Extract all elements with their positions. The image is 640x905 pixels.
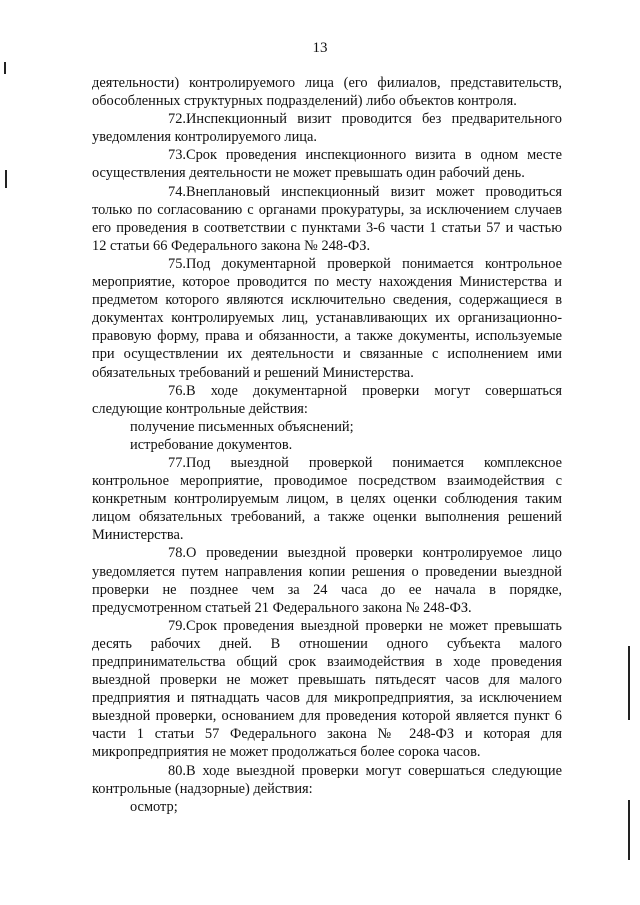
paragraph-continued: деятельности) контролируемого лица (его филиалов, представительств, обособленных структурных подразделений) либо объектов контроля. <box>92 75 562 110</box>
scan-mark-left-2 <box>5 170 7 188</box>
paragraph-75 <box>92 255 562 382</box>
paragraph-text: Внеплановый инспекционный визит может проводиться только по согласованию с органами прокуратуры, за исключением случаев его проведения в соответствии с пунктами 3-6 части 1 статьи 57 и частью 12 статьи 66 Федерального закона № 248-ФЗ. <box>92 183 562 254</box>
paragraph-74 <box>92 183 562 255</box>
paragraph-number: 76. <box>168 382 186 399</box>
paragraph-text: Срок проведения инспекционного визита в одном месте осуществления деятельности не может превышать один рабочий день. <box>92 147 562 182</box>
paragraph-number: 73. <box>168 147 186 164</box>
paragraph-text: В ходе документарной проверки могут совершаться следующие контрольные действия: <box>92 382 562 417</box>
page-number: 13 <box>312 40 328 56</box>
scan-mark-right-2 <box>628 800 630 860</box>
paragraph-80 <box>92 762 562 798</box>
paragraph-number: 74. <box>168 183 186 200</box>
list-item: осмотр; <box>130 798 178 815</box>
paragraph-number: 75. <box>168 255 186 272</box>
scan-mark-right <box>628 646 630 720</box>
paragraph-text: Инспекционный визит проводится без предварительного уведомления контролируемого лица. <box>92 111 562 146</box>
paragraph-number: 72. <box>168 111 186 128</box>
paragraph-73 <box>92 146 562 182</box>
paragraph-text: В ходе выездной проверки могут совершаться следующие контрольные (надзорные) действия: <box>92 762 562 797</box>
paragraph-text: Срок проведения выездной проверки не может превышать десять рабочих дней. В отношении одного субъекта малого предпринимательства общий срок взаимодействия в ходе проведения выездной проверки не может превышать пятьдесят часов для малого предприятия и пятнадцать часов для микропредприятия, за исключением выездной проверки, основанием для проведения которой является пункт 6 части 1 статьи 57 Федерального закона № 248-ФЗ и которая для микропредприятия не может продолжаться более сорока часов. <box>92 617 562 761</box>
document-body <box>92 74 562 816</box>
paragraph-text: О проведении выездной проверки контролируемое лицо уведомляется путем направления копии решения о проведении выездной проверки не позднее чем за 24 часа до ее начала в порядке, предусмотренном статьей 21 Федерального закона № 248-ФЗ. <box>92 545 562 616</box>
list-item: получение письменных объяснений; <box>130 418 354 435</box>
list-item: истребование документов. <box>130 436 293 453</box>
scan-mark-left-1 <box>4 62 6 74</box>
paragraph-77 <box>92 454 562 544</box>
paragraph-text: Под документарной проверкой понимается контрольное мероприятие, которое проводится по месту нахождения Министерства и предметом которого являются исключительно сведения, содержащиеся в документах контролируемых лиц, устанавливающих их организационно-правовую форму, права и обязанности, а также документы, используемые при осуществлении их деятельности и связанные с исполнением ими обязательных требований и решений Министерства. <box>92 255 562 381</box>
paragraph-number: 79. <box>168 617 186 634</box>
paragraph-76 <box>92 382 562 418</box>
paragraph-text: Под выездной проверкой понимается комплексное контрольное мероприятие, проводимое посредством взаимодействия с конкретным контролируемым лицом, в целях оценки соблюдения таким лицом обязательных требований, а также оценки выполнения решений Министерства. <box>92 454 562 544</box>
paragraph-number: 78. <box>168 545 186 562</box>
paragraph-79 <box>92 617 562 762</box>
paragraph-72 <box>92 110 562 146</box>
paragraph-number: 80. <box>168 762 186 779</box>
paragraph-number: 77. <box>168 454 186 471</box>
paragraph-78 <box>92 544 562 616</box>
